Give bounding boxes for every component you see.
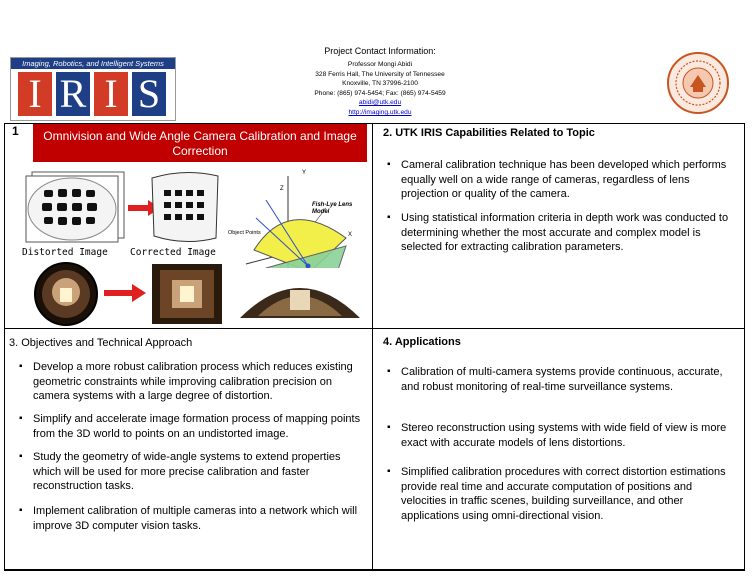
fisheye-room-photo-distorted — [34, 262, 98, 326]
caption-distorted-image: Distorted Image — [22, 247, 108, 258]
panel4-bullet-1: ▪ Calibration of multi-camera systems provide continuous, accurate, and robust monitoring of real-time surveillance systems. — [385, 365, 737, 394]
axis-label-y: Y — [302, 170, 307, 176]
logo-letter-r: R — [56, 72, 90, 116]
university-seal-icon — [666, 51, 730, 115]
panel4-title: 4. Applications — [383, 336, 461, 348]
panel2-bullet-1: ▪ Cameral calibration technique has been developed which performs equally well on a wide range of cameras, regardless of lens projection or quality of the camera. — [385, 158, 735, 202]
panel4-bullet-2: ▪ Stereo reconstruction using systems with wide field of view is more exact with accurate models of lens distortions. — [385, 421, 737, 450]
panel3-bullet-1: ▪ Develop a more robust calibration process which reduces existing geometric constraints while improving calibration precision on camera systems with a large degree of distortion. — [17, 360, 369, 404]
logo-letter-s: S — [132, 72, 166, 116]
contact-phone: Phone: (865) 974-5454; Fax: (865) 974-5459 — [314, 89, 446, 97]
panel1-title: Omnivision and Wide Angle Camera Calibration and Image Correction — [33, 124, 367, 162]
contact-url-link[interactable]: http://imaging.utk.edu — [348, 108, 412, 116]
distorted-checkerboard-image — [22, 170, 128, 244]
contact-name: Professor Mongi Abidi — [347, 61, 413, 68]
panel1-number: 1 — [12, 124, 19, 138]
axis-label-x: X — [348, 232, 353, 238]
logo-letter-i2: I — [94, 72, 128, 116]
fisheye-model-label: Fish-Lye Lens Model — [312, 202, 353, 215]
panel3-bullet-3: ▪ Study the geometry of wide-angle systems to extend properties which will be used for more precise calibration and faster reconstruction tasks. — [17, 450, 369, 494]
contact-email-link[interactable]: abidi@utk.edu — [358, 99, 402, 107]
panel3-bullet-4: ▪ Implement calibration of multiple cameras into a network which will improve 3D computer vision tasks. — [17, 504, 369, 533]
contact-heading: Project Contact Information: — [324, 46, 436, 56]
arrow-right-icon-2 — [104, 284, 146, 302]
object-points-label: Object Points — [228, 230, 261, 236]
caption-corrected-image: Corrected Image — [130, 247, 216, 258]
logo-banner: Imaging, Robotics, and Intelligent Systems — [11, 58, 175, 69]
axis-label-z: Z — [280, 186, 284, 192]
iris-logo — [10, 57, 176, 121]
corrected-checkerboard-image — [150, 168, 220, 246]
contact-address-2: Knoxville, TN 37996-2100 — [342, 80, 418, 88]
panel3-bullet-2: ▪ Simplify and accelerate image formation process of mapping points from the 3D world to points on an undistorted image. — [17, 412, 369, 441]
panorama-room-photo — [238, 268, 362, 326]
panel2-title: 2. UTK IRIS Capabilities Related to Topic — [383, 127, 595, 139]
fisheye-room-photo-corrected — [152, 264, 222, 324]
contact-block — [280, 46, 480, 118]
panel4-bullet-3: ▪ Simplified calibration procedures with correct distortion estimations provide real time and accurate computation of positions and velocities in traffic scenes, building surveillance, and other applications using omni-directional vision. — [385, 465, 737, 523]
panel2-bullet-2: ▪ Using statistical information criteria in depth work was conducted to determining whether the most accurate and complex model is selected for extracting calibration parameters. — [385, 211, 735, 255]
logo-letter-i: I — [18, 72, 52, 116]
contact-address-1: 328 Ferris Hall, The University of Tennessee — [315, 70, 445, 78]
panel3-title: 3. Objectives and Technical Approach — [9, 337, 193, 349]
